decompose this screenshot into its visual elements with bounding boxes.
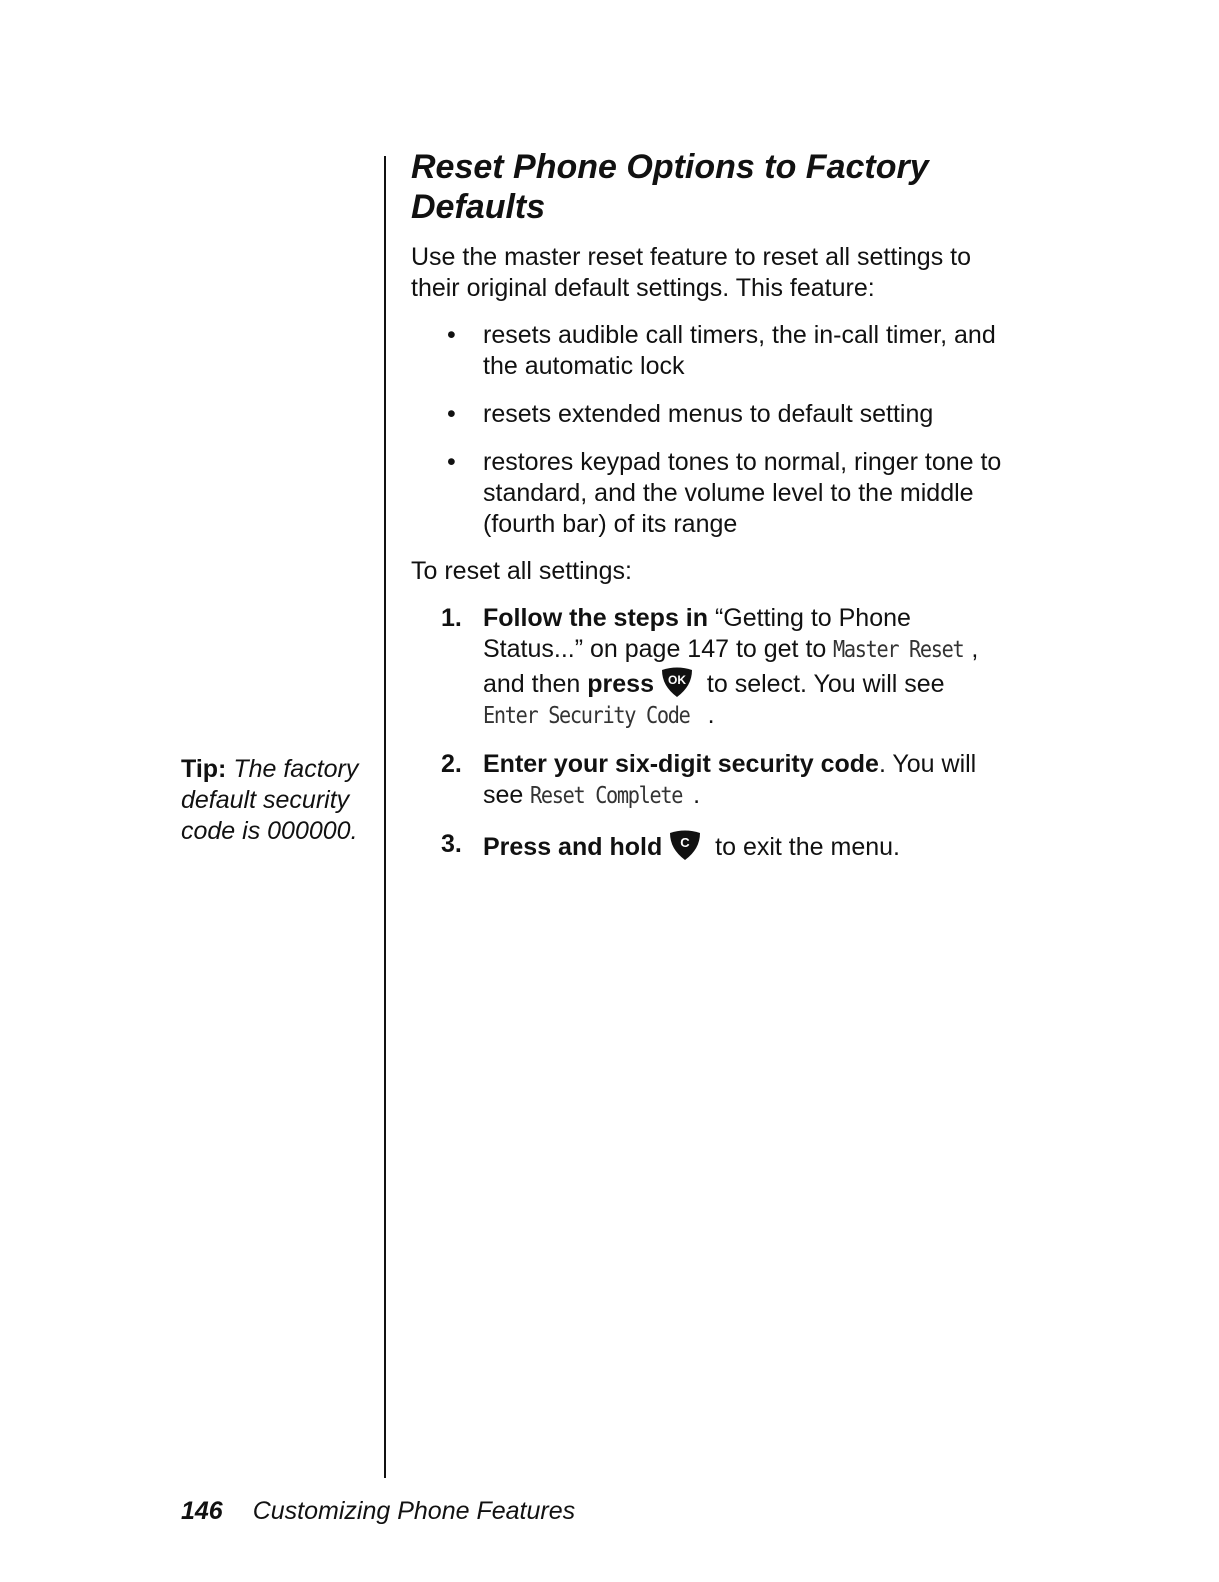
step-text: “Getting to Phone Status...” on page 147 to get to	[483, 604, 911, 663]
section-title: Customizing Phone Features	[252, 1497, 576, 1525]
step-number: 1.	[441, 604, 462, 632]
vertical-divider	[384, 156, 386, 1478]
step-1	[411, 603, 1011, 732]
page-title: Reset Phone Options to Factory Defaults	[411, 148, 929, 226]
display-text-reset-complete: Reset Complete	[530, 783, 683, 809]
bullet-text: restores keypad tones to normal, ringer tone to standard, and the volume level to the middle (fourth bar) of its range	[483, 448, 1002, 538]
intro-paragraph: Use the master reset feature to reset all settings to their original default settings. This feature:	[411, 243, 971, 302]
list-item	[411, 320, 1011, 382]
bullet-dot: •	[447, 448, 456, 476]
sidebar-tip	[181, 754, 371, 847]
step-text: to exit the menu.	[708, 833, 900, 861]
list-item	[411, 447, 1011, 540]
steps-list	[411, 603, 1011, 863]
clear-key-icon	[668, 829, 702, 861]
bullet-dot: •	[447, 400, 456, 428]
ok-key-icon	[660, 666, 694, 698]
page-number: 146	[181, 1497, 223, 1525]
tip-text: The factory default security code is 000000.	[181, 755, 359, 845]
display-text-enter-security-code: Enter Security Code	[483, 703, 690, 729]
step-text: . You will see	[483, 750, 977, 809]
step-text: .	[693, 781, 701, 809]
step-bold: press	[587, 670, 654, 698]
step-number: 3.	[441, 830, 462, 858]
main-content	[411, 147, 1011, 863]
feature-list	[411, 320, 1011, 540]
bullet-text: resets audible call timers, the in-call timer, and the automatic lock	[483, 321, 996, 380]
steps-lead: To reset all settings:	[411, 557, 632, 585]
step-bold: Enter your six-digit security code	[483, 750, 879, 778]
step-text: , and then	[483, 635, 979, 698]
ok-key-label: OK	[667, 673, 686, 687]
step-bold: Follow the steps in	[483, 604, 709, 632]
bullet-text: resets extended menus to default setting	[483, 400, 934, 428]
step-text: .	[707, 701, 715, 729]
list-item	[411, 399, 1011, 430]
step-2	[411, 749, 1011, 812]
page-footer	[181, 1496, 575, 1527]
display-text-master-reset: Master Reset	[833, 637, 964, 663]
step-bold: Press and hold	[483, 833, 663, 861]
step-number: 2.	[441, 750, 462, 778]
tip-label: Tip:	[181, 755, 227, 783]
bullet-dot: •	[447, 321, 456, 349]
step-3	[411, 829, 1011, 863]
step-text: to select. You will see	[699, 670, 945, 698]
clear-key-label: C	[680, 835, 690, 850]
